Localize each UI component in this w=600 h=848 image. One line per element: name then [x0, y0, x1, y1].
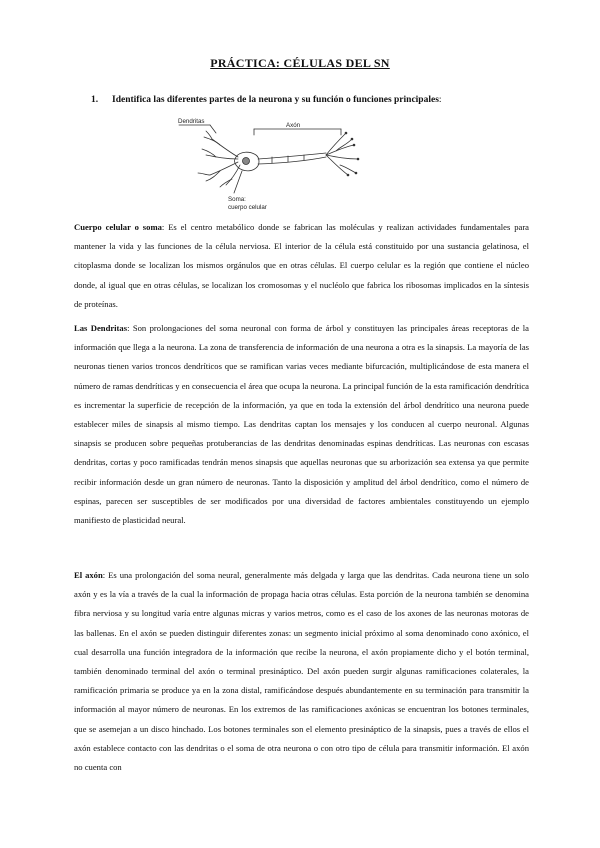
paragraph-lead: Cuerpo celular o soma: [74, 222, 162, 232]
paragraph-text: : Son prolongaciones del soma neuronal con forma de árbol y constituyen las principales áreas receptoras de la información que llega a la neurona. La zona de transferencia de información de una neurona a otra es la sinapsis. La mayoría de las neuronas tienen varios troncos dendríticos que se ramifican varias veces mediante bifurcación, multiplicándose de esta manera el número de ramas dendríticas y en consecuencia el área que ocupa la neurona. La principal función de la esta ramificación dendrítica es incrementar la superficie de recepción de la información, ya que en toda la extensión del árbol dendrítico una neurona puede establecer miles de sinapsis al mismo tiempo. Las dendritas captan los mensajes y los conducen al cuerpo neuronal. Algunas sinapsis se producen sobre pequeñas protuberancias de las dendritas denominadas espinas dendríticas. Las neuronas con escasas dendritas, cortas y poco ramificadas tendrán menos sinapsis que aquellas neuronas que su arborización sea extensa ya que permite recibir información desde un gran número de neuronas. Tanto la disposición y amplitud del árbol dendrítico, como el número de espinas, parecen ser susceptibles de ser modificados por una diversidad de factores ambientales constituyendo un ejemplo manifiesto de plasticidad neural.: [74, 323, 529, 526]
paragraph-lead: Las Dendritas: [74, 323, 128, 333]
label-soma: Soma:: [228, 196, 246, 203]
label-axon: Axón: [286, 122, 301, 129]
paragraph-soma: [74, 218, 529, 314]
paragraph-text: : Es una prolongación del soma neural, generalmente más delgada y larga que las dendritas. Cada neurona tiene un solo axón y es la vía a través de la cual la información de propaga hacia otras células. Esta porción de la neurona también se denomina fibra nerviosa y su longitud varía entre algunas micras y varios metros, como es el caso de los axones de las neuronas motoras de las ballenas. En el axón se pueden distinguir diferentes zonas: un segmento inicial próximo al soma denominado cono axónico, el cual desarrolla una función integradora de la información que recibe la neurona, el axón propiamente dicho y el botón terminal, también denominado terminal del axón o terminal presináptico. Del axón pueden surgir algunas ramificaciones colaterales, la ramificación primaria se produce ya en la zona distal, ramificándose después abundantemente en su terminación para transmitir la información al mayor número de neuronas. En los extremos de las ramificaciones axónicas se encuentran los botones terminales, que se asemejan a un disco hinchado. Los botones terminales son el elemento presináptico de la sinapsis, pues a través de ellos el axón establece contacto con las dendritas o el soma de otra neurona o con otro tipo de célula para transmitir información. El axón no cuenta con: [74, 570, 529, 773]
question-text: Identifica las diferentes partes de la neurona y su función o funciones principales: [112, 95, 439, 105]
question-suffix: :: [438, 95, 442, 105]
neuron-diagram: [176, 115, 372, 215]
paragraph-lead: El axón: [74, 570, 103, 580]
label-dendritas: Dendritas: [178, 118, 205, 125]
page-title: PRÁCTICA: CÉLULAS DEL SN: [210, 56, 390, 70]
paragraph-axon: [74, 566, 529, 777]
paragraph-text: : Es el centro metabólico donde se fabrican las moléculas y realizan actividades fundamentales para mantener la vida y las funciones de la célula nerviosa. El interior de la célula está constituido por una sustancia gelatinosa, el citoplasma donde se localizan los mismos orgánulos que en otras células. El cuerpo celular es la región que contiene el núcleo donde, al igual que en otras células, se localizan los cromosomas y el nucléolo que fabrica los ribosomas implicados en la síntesis de proteínas.: [74, 222, 529, 309]
label-cuerpo-celular: cuerpo celular: [228, 204, 267, 211]
paragraph-dendritas: [74, 319, 529, 530]
question-1: [91, 95, 442, 105]
question-number: 1.: [91, 95, 99, 105]
